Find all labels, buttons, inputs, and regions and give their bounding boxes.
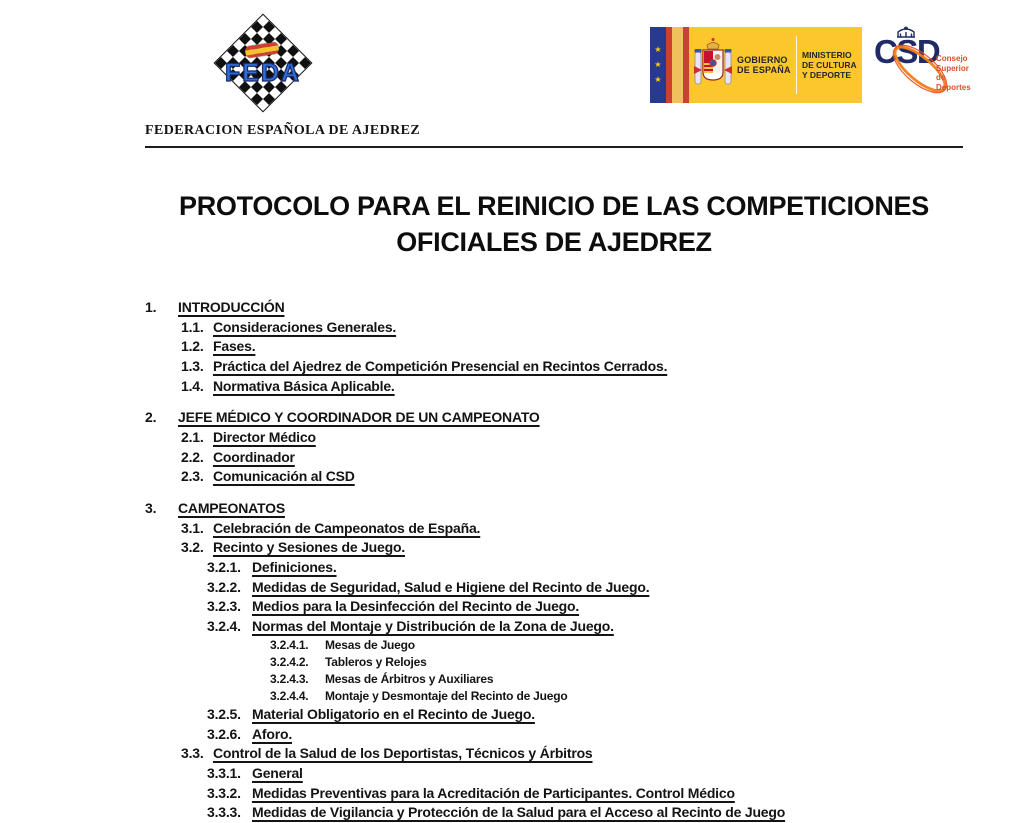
toc-item[interactable] — [145, 498, 985, 518]
toc-item[interactable] — [181, 376, 985, 396]
toc-item[interactable] — [207, 724, 985, 744]
toc-item[interactable] — [181, 467, 985, 487]
toc-item-number: 3.2.1. — [207, 559, 241, 576]
toc-item-label[interactable]: Fases. — [213, 338, 256, 355]
toc-item-number: 3.2.2. — [207, 578, 241, 595]
toc-item-label[interactable]: CAMPEONATOS — [178, 500, 285, 517]
ministerio-label: MINISTERIO DE CULTURA Y DEPORTE — [802, 50, 857, 80]
toc-item-number: 1.1. — [181, 318, 204, 335]
toc-item[interactable] — [181, 356, 985, 376]
toc-item-number: 3.3.2. — [207, 784, 241, 801]
toc-item-label[interactable]: Comunicación al CSD — [213, 468, 355, 485]
toc-item-number: 3.2.6. — [207, 725, 241, 742]
toc-item-number: 2. — [145, 409, 157, 426]
toc-item-number: 3.3.1. — [207, 764, 241, 781]
toc-item[interactable] — [145, 407, 985, 427]
toc-item-label[interactable]: Normativa Básica Aplicable. — [213, 377, 395, 394]
toc-item-label[interactable]: General — [252, 764, 303, 781]
toc-item-label[interactable]: Normas del Montaje y Distribución de la Zona de Juego. — [252, 618, 614, 635]
organization-name: FEDERACION ESPAÑOLA DE AJEDREZ — [145, 123, 421, 138]
toc-item[interactable] — [270, 670, 985, 687]
toc-item-label[interactable]: Definiciones. — [252, 559, 337, 576]
toc-item-number: 3. — [145, 500, 157, 517]
toc-item-label[interactable]: Coordinador — [213, 448, 295, 465]
gobierno-label: GOBIERNO DE ESPAÑA — [737, 54, 791, 75]
toc-item-number: 3.2.4.2. — [270, 654, 309, 669]
toc-item-number: 3.2.4.1. — [270, 637, 309, 652]
csd-caption: Consejo Superior de Deportes — [936, 54, 971, 92]
toc-item-label[interactable]: Medidas de Vigilancia y Protección de la Salud para el Acceso al Recinto de Juego — [252, 804, 786, 821]
toc-item[interactable] — [207, 802, 985, 822]
toc-item-label[interactable]: Aforo. — [252, 725, 293, 742]
csd-logo — [872, 25, 976, 107]
toc-item-label[interactable]: INTRODUCCIÓN — [178, 298, 285, 315]
toc-item-number: 3.3.3. — [207, 804, 241, 821]
toc-item-number: 3.2.5. — [207, 705, 241, 722]
star-icon: ★ — [654, 45, 662, 54]
flag-stripe-gold — [672, 27, 682, 103]
toc-item-number: 2.1. — [181, 428, 204, 445]
toc-item-number: 3.2.3. — [207, 598, 241, 615]
toc-item-number: 1.2. — [181, 338, 204, 355]
logo-section-divider — [796, 36, 797, 94]
star-icon: ★ — [654, 75, 662, 84]
toc-item-number: 3.2. — [181, 539, 204, 556]
feda-acronym: FEDA — [224, 59, 302, 87]
toc-item-label[interactable]: Recinto y Sesiones de Juego. — [213, 539, 406, 556]
toc-item[interactable] — [181, 447, 985, 467]
toc-item-number: 3.2.4. — [207, 618, 241, 635]
toc-item-number: 2.2. — [181, 448, 204, 465]
page-title: PROTOCOLO PARA EL REINICIO DE LAS COMPETICIONES OFICIALES DE AJEDREZ — [179, 191, 929, 257]
toc-item-label[interactable]: Tableros y Relojes — [325, 654, 427, 669]
header-divider — [145, 146, 963, 148]
toc-item[interactable] — [270, 687, 985, 704]
toc-item-label[interactable]: Consideraciones Generales. — [213, 318, 397, 335]
toc-item-label[interactable]: Montaje y Desmontaje del Recinto de Juego — [325, 688, 568, 703]
star-icon: ★ — [654, 60, 662, 69]
toc-item[interactable] — [270, 636, 985, 653]
toc-item-label[interactable]: Celebración de Campeonatos de España. — [213, 519, 481, 536]
toc-item-number: 1.4. — [181, 377, 204, 394]
toc-item-label[interactable]: Material Obligatorio en el Recinto de Juego. — [252, 705, 535, 722]
toc-item-label[interactable]: Control de la Salud de los Deportistas, Técnicos y Árbitros — [213, 745, 593, 762]
toc-item[interactable] — [207, 616, 985, 636]
toc-item[interactable] — [207, 577, 985, 597]
toc-item-number: 3.2.4.4. — [270, 688, 309, 703]
toc-item[interactable] — [207, 597, 985, 617]
eu-stars-strip — [650, 27, 666, 103]
toc-item[interactable] — [181, 317, 985, 337]
toc-item-number: 2.3. — [181, 468, 204, 485]
toc-item[interactable] — [270, 653, 985, 670]
toc-item[interactable] — [207, 783, 985, 803]
toc-item-number: 3.1. — [181, 519, 204, 536]
gobierno-de-espana-logo — [650, 27, 862, 103]
toc-item[interactable] — [207, 557, 985, 577]
toc-item[interactable] — [207, 704, 985, 724]
toc-item[interactable] — [181, 538, 985, 558]
table-of-contents — [145, 297, 985, 822]
toc-item[interactable] — [181, 336, 985, 356]
csd-acronym: CSD — [874, 33, 940, 70]
toc-item-label[interactable]: Medidas de Seguridad, Salud e Higiene del Recinto de Juego. — [252, 578, 650, 595]
toc-item-label[interactable]: Medidas Preventivas para la Acreditación de Participantes. Control Médico — [252, 784, 735, 801]
toc-item-number: 1. — [145, 298, 157, 315]
feda-logo — [214, 11, 312, 117]
toc-item[interactable] — [207, 763, 985, 783]
toc-item[interactable] — [181, 743, 985, 763]
toc-item-number: 3.2.4.3. — [270, 671, 309, 686]
toc-item-label[interactable]: Medios para la Desinfección del Recinto de Juego. — [252, 598, 580, 615]
toc-item[interactable] — [181, 427, 985, 447]
toc-item-number: 1.3. — [181, 357, 204, 374]
spain-coat-of-arms-icon — [694, 36, 732, 94]
toc-item-label[interactable]: Práctica del Ajedrez de Competición Presencial en Recintos Cerrados. — [213, 357, 668, 374]
toc-item[interactable] — [145, 297, 985, 317]
toc-item-number: 3.3. — [181, 745, 204, 762]
toc-item-label[interactable]: Mesas de Juego — [325, 637, 415, 652]
toc-item-label[interactable]: JEFE MÉDICO Y COORDINADOR DE UN CAMPEONATO — [178, 409, 540, 426]
toc-item-label[interactable]: Director Médico — [213, 428, 316, 445]
toc-item-label[interactable]: Mesas de Árbitros y Auxiliares — [325, 671, 494, 686]
toc-item[interactable] — [181, 518, 985, 538]
